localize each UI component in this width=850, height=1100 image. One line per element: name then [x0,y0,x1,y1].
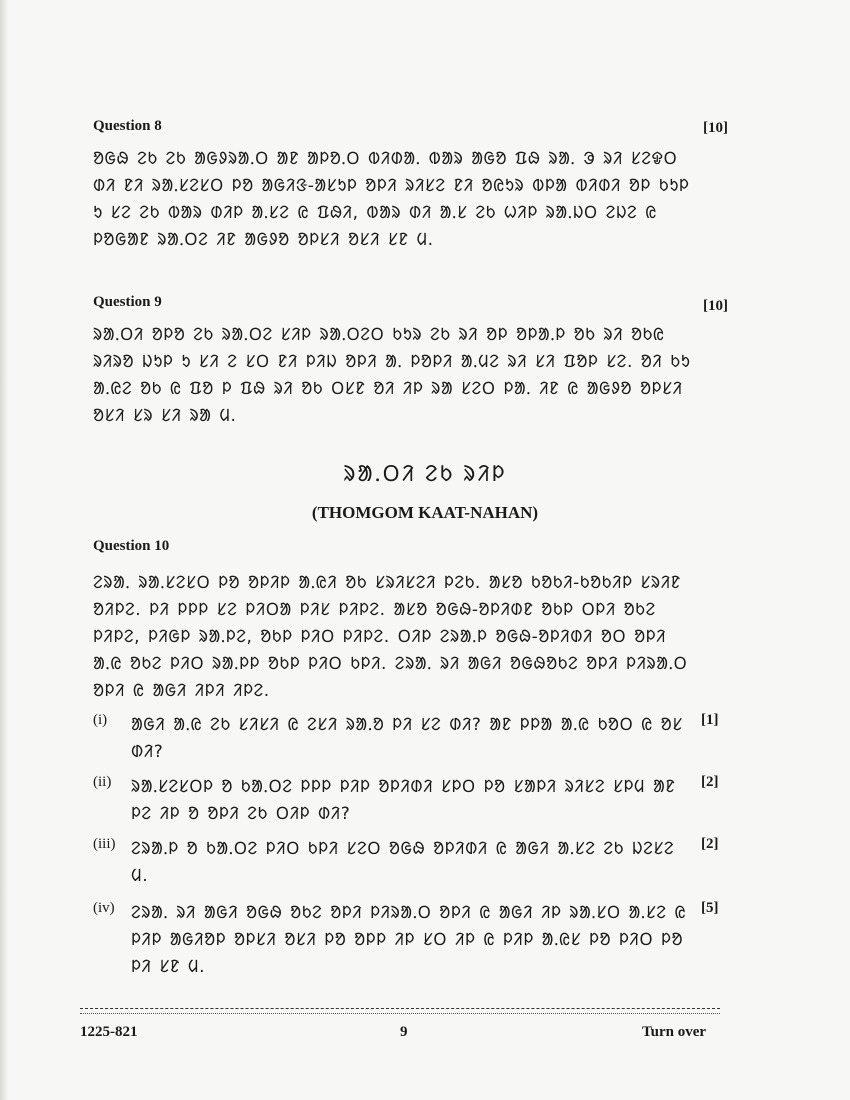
part-text: ᱮᱨᱟᱹ ᱨᱤ ᱟᱜᱤ ᱚᱜᱷ ᱚᱠᱮ ᱚᱞᱤ ᱞᱤᱨᱟᱹᱛ ᱚᱞᱤ ᱭ ᱟᱜᱤ ᱤᱞ ᱨᱟᱹᱥᱛ ᱟᱹᱥᱮ ᱭ ᱞᱤᱞ ᱟᱜᱤᱚᱞ ᱚᱞᱥᱤ ᱚᱥᱤ ᱞᱚ ᱚᱞᱞ ᱤᱞ ᱥᱛ ᱤᱞ ᱭ ᱞᱤᱞ ᱟᱹᱭᱥ ᱞᱚ ᱞᱤᱛ ᱞᱚ ᱞᱤ ᱥᱱ ᱢ. [131,903,687,977]
page-number: 9 [400,1024,408,1040]
part-number: (i) [93,712,108,728]
paper-code: 1225-821 [80,1024,138,1040]
part-text: ᱨᱟᱹᱥᱮᱥᱛᱞ ᱚ ᱠᱟᱹᱛᱮ ᱞᱞᱞ ᱞᱤᱞ ᱚᱞᱤᱰᱤ ᱥᱞᱛ ᱞᱚ ᱥᱟᱞᱤ ᱨᱤᱥᱮ ᱥᱞᱢ ᱟᱱ ᱞᱮ ᱤᱞ ᱚ ᱚᱞᱤ ᱮᱠ ᱛᱤᱞ ᱰᱤ? [131,777,676,824]
question-10-part-iii [93,836,733,894]
question-10-part-i [93,712,733,770]
part-marks: [2] [701,836,719,852]
part-number: (iii) [93,836,116,852]
footer-divider [80,1008,720,1009]
question-10-part-iv [93,900,733,984]
question-8-marks: [10] [703,120,728,136]
page-edge-shadow [0,0,8,1100]
part-text: ᱮᱨᱟᱹᱞ ᱚ ᱠᱟᱹᱛᱮ ᱞᱤᱛ ᱠᱞᱤ ᱥᱮᱛ ᱚᱜᱷ ᱚᱞᱤᱰᱤ ᱭ ᱟᱜᱤ ᱟᱹᱥᱮ ᱮᱠ ᱡᱮᱥᱮ ᱢ. [131,839,675,886]
question-10-heading: Question 10 [93,538,170,554]
question-9-marks: [10] [703,298,728,314]
part-marks: [5] [701,900,719,916]
question-10-intro: ᱮᱨᱟᱹ ᱨᱟᱹᱥᱮᱥᱛ ᱞᱚ ᱚᱞᱤᱞ ᱟᱹᱭᱤ ᱚᱠ ᱥᱨᱤᱥᱮᱤ ᱞᱮᱠ. ᱟᱥᱚ ᱠᱚᱠᱤ-ᱠᱚᱠᱤᱞ ᱥᱨᱤᱱ ᱚᱤᱞᱮ. ᱞᱤ ᱞᱞᱞ ᱥᱮ ᱞᱤᱛᱟ ᱞᱤᱥ ᱞᱤᱞᱮ. ᱟᱥᱚ ᱚᱜᱷ-ᱚᱞᱤᱰᱱ ᱚᱠᱞ ᱛᱞᱤ ᱚᱠᱮ ᱞᱤᱞᱮ, ᱞᱤᱜᱞ ᱨᱟᱹᱞᱮ, ᱚᱠᱞ ᱞᱤᱛ ᱞᱤᱞᱮ. ᱛᱤᱞ ᱮᱨᱟᱹᱞ ᱚᱜᱷ-ᱚᱞᱤᱰᱤ ᱚᱛ ᱚᱞᱤ ᱟᱹᱭ ᱚᱠᱮ ᱞᱤᱛ ᱨᱟᱹᱞᱞ ᱚᱠᱞ ᱞᱤᱛ ᱠᱞᱤ. ᱮᱨᱟᱹ ᱨᱤ ᱟᱜᱤ ᱚᱜᱷᱚᱠᱮ ᱚᱞᱤ ᱞᱤᱨᱟᱹᱛ ᱚᱞᱤ ᱭ ᱟᱜᱤ ᱤᱞᱤ ᱤᱞᱮ. [93,573,688,701]
section-script-title: ᱨᱟᱹᱛᱤ ᱮᱠ ᱨᱤᱞ [343,462,507,487]
part-marks: [1] [701,712,719,728]
question-8-heading: Question 8 [93,118,162,134]
question-10-part-ii [93,774,733,832]
part-number: (iv) [93,900,115,916]
part-marks: [2] [701,774,719,790]
part-number: (ii) [93,774,112,790]
part-text: ᱟᱜᱤ ᱟᱹᱭ ᱮᱠ ᱥᱤᱥᱤ ᱭ ᱮᱥᱤ ᱨᱟᱹᱚ ᱞᱤ ᱥᱮ ᱰᱤ? ᱟᱱ ᱞᱞᱟ ᱟᱹᱭ ᱠᱚᱛ ᱭ ᱚᱥ ᱰᱤ? [131,715,683,762]
question-9-heading: Question 9 [93,294,162,310]
question-8-text: ᱚᱜᱷ ᱮᱠ ᱮᱠ ᱟᱜᱽᱨᱟᱹᱛ ᱟᱱ ᱟᱞᱚᱹᱛ ᱵᱤᱰᱟᱹ ᱵᱟᱨ ᱟᱜᱚ ᱯᱷ ᱨᱟᱹ ᱳ ᱨᱤ ᱥᱮᱫᱛ ᱰᱤ ᱱᱤ ᱨᱟᱹᱥᱮᱥᱛ ᱞᱚ ᱟᱜᱤᱝ-ᱟᱥᱩᱞ ᱚᱞᱤ ᱨᱤᱥᱮ ᱱᱤ ᱚᱭᱩᱨ ᱵᱞᱟ ᱵᱤᱰᱤ ᱚᱞ ᱠᱩᱞ ᱩ ᱥᱮ ᱮᱠ ᱵᱟᱨ ᱰᱤᱞ ᱟᱹᱥᱮ ᱭ ᱯᱷᱤ, ᱵᱟᱨ ᱰᱤ ᱟᱹᱥ ᱮᱠ ᱦᱤᱞ ᱨᱟᱹᱡᱛ ᱮᱡᱮ ᱭ ᱞᱚᱜᱟᱱ ᱨᱟᱹᱛᱮ ᱤᱱ ᱟᱜᱽᱚ ᱚᱞᱥᱤ ᱚᱥᱤ ᱥᱱ ᱢ. [93,149,690,250]
footer-divider-dotted [80,1013,720,1014]
turn-over-label: Turn over [642,1024,707,1040]
section-title: (THOMGOM KAAT-NAHAN) [311,503,539,522]
question-9-text: ᱨᱟᱹᱛᱤ ᱚᱞᱚ ᱮᱠ ᱨᱟᱹᱛᱮ ᱥᱤᱞ ᱨᱟᱹᱛᱮᱛ ᱠᱩᱨ ᱮᱠ ᱨᱤ ᱚᱞ ᱚᱞᱟᱹᱞ ᱚᱠ ᱨᱤ ᱚᱠᱭ ᱨᱤᱨᱚ ᱡᱩᱞ ᱩ ᱥᱤ ᱮ ᱥᱛ ᱱᱤ ᱞᱤᱡ ᱚᱞᱤ ᱟᱹ ᱞᱚᱞᱤ ᱟᱹᱢᱮ ᱨᱤ ᱥᱤ ᱯᱚᱞ ᱥᱮ. ᱚᱤ ᱠᱩ ᱟᱹᱭᱮ ᱚᱠ ᱭ ᱯᱚ ᱞ ᱯᱷ ᱨᱤ ᱚᱠ ᱛᱥᱱ ᱚᱤ ᱤᱞ ᱨᱟ ᱥᱮᱛ ᱞᱟᱹ ᱤᱱ ᱭ ᱟᱜᱽᱚ ᱚᱞᱥᱤ ᱚᱥᱤ ᱥᱨ ᱥᱤ ᱨᱟ ᱢ. [93,325,691,426]
